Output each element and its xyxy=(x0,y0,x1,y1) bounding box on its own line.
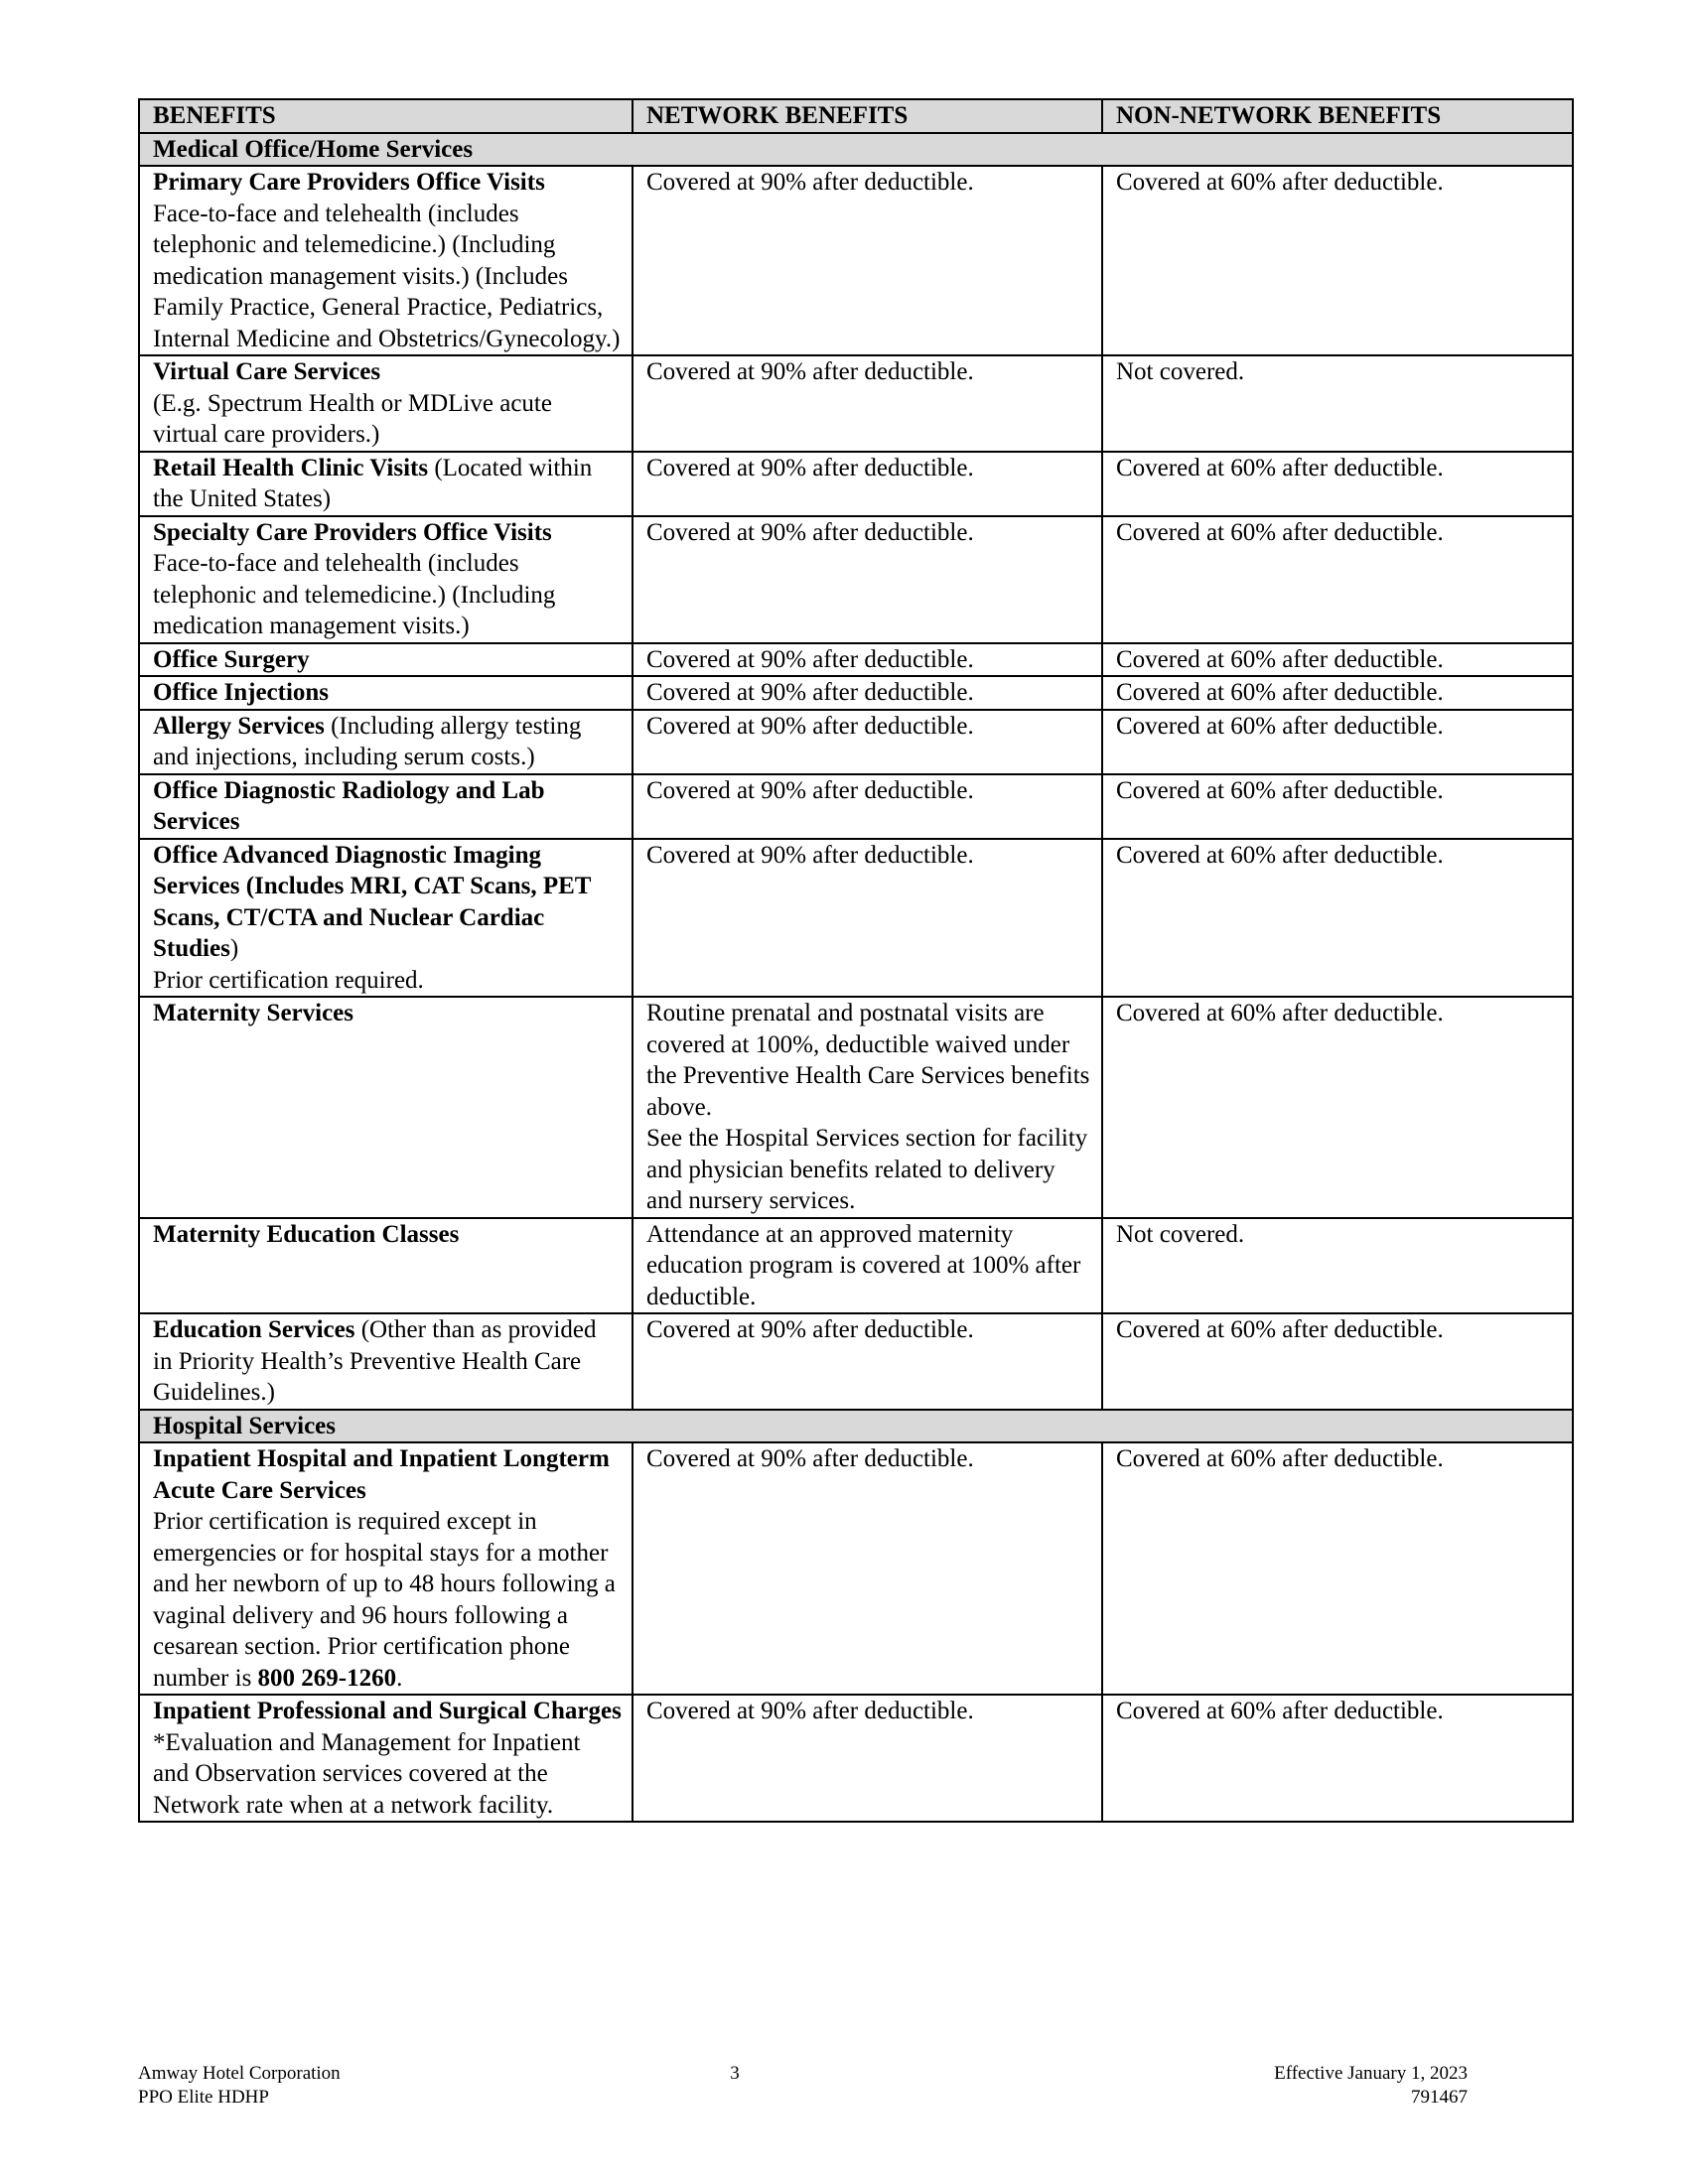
network-benefit: Covered at 90% after deductible. xyxy=(633,516,1102,643)
table-row xyxy=(139,774,1573,839)
benefit-cell xyxy=(139,1313,633,1410)
non-network-benefit: Covered at 60% after deductible. xyxy=(1102,1313,1573,1410)
section-row-hospital xyxy=(139,1410,1573,1443)
header-non-network-benefits: NON-NETWORK BENEFITS xyxy=(1102,99,1573,133)
non-network-benefit: Covered at 60% after deductible. xyxy=(1102,774,1573,839)
table-row xyxy=(139,643,1573,677)
benefit-name: Primary Care Providers Office Visits xyxy=(153,169,545,196)
non-network-benefit: Covered at 60% after deductible. xyxy=(1102,839,1573,998)
prior-cert-phone: 800 269-1260 xyxy=(257,1664,397,1692)
footer-right xyxy=(1274,2062,1468,2110)
non-network-benefit: Covered at 60% after deductible. xyxy=(1102,452,1573,516)
benefit-cell xyxy=(139,839,633,998)
network-benefit: Covered at 90% after deductible. xyxy=(633,1313,1102,1410)
benefit-name: Office Diagnostic Radiology and Lab Services xyxy=(153,776,545,835)
benefit-description: *Evaluation and Management for Inpatient and Observation services covered at the Network rate when at a network facility. xyxy=(153,1728,581,1819)
benefit-cell xyxy=(139,1442,633,1695)
benefit-description: Face-to-face and telehealth (includes telephonic and telemedicine.) (Including medication management visits.) (Includes Family Practice, General Practice, Pediatrics, Internal Medicine and Obstetrics/Gynecology.) xyxy=(153,200,621,352)
header-benefits: BENEFITS xyxy=(139,99,633,133)
non-network-benefit: Not covered. xyxy=(1102,355,1573,452)
benefit-cell xyxy=(139,676,633,710)
benefit-name: Inpatient Hospital and Inpatient Longterm Acute Care Services xyxy=(153,1445,610,1504)
section-title: Hospital Services xyxy=(139,1410,1573,1443)
page-number: 3 xyxy=(730,2063,740,2084)
non-network-benefit: Covered at 60% after deductible. xyxy=(1102,166,1573,355)
benefit-cell xyxy=(139,452,633,516)
footer-plan: PPO Elite HDHP xyxy=(138,2087,269,2108)
section-row-medical-office xyxy=(139,133,1573,167)
non-network-benefit: Covered at 60% after deductible. xyxy=(1102,1695,1573,1822)
benefit-cell xyxy=(139,166,633,355)
non-network-benefit: Covered at 60% after deductible. xyxy=(1102,516,1573,643)
network-benefit: Covered at 90% after deductible. xyxy=(633,643,1102,677)
table-row xyxy=(139,676,1573,710)
network-benefit: Routine prenatal and postnatal visits are covered at 100%, deductible waived under the Preventive Health Care Services benefits above. xyxy=(646,1000,1090,1121)
benefit-note: Prior certification required. xyxy=(153,966,424,994)
table-row xyxy=(139,452,1573,516)
table-row xyxy=(139,355,1573,452)
benefit-description: (Other than as provided in Priority Health’s Preventive Health Care Guidelines.) xyxy=(153,1316,597,1406)
header-network-benefits: NETWORK BENEFITS xyxy=(633,99,1102,133)
benefit-name: Maternity Education Classes xyxy=(153,1220,460,1248)
benefit-name: Virtual Care Services xyxy=(153,358,381,385)
benefit-description: (Including allergy testing and injections, including serum costs.) xyxy=(153,712,582,770)
network-benefit: Covered at 90% after deductible. xyxy=(633,1695,1102,1822)
benefit-description-end: . xyxy=(396,1664,403,1692)
benefit-cell xyxy=(139,774,633,839)
benefit-name: Specialty Care Providers Office Visits xyxy=(153,518,552,546)
table-row xyxy=(139,166,1573,355)
benefit-name: Maternity Services xyxy=(153,1000,354,1026)
benefits-table xyxy=(138,98,1574,1823)
benefit-name: Education Services xyxy=(153,1316,355,1343)
network-benefit: Covered at 90% after deductible. xyxy=(633,710,1102,774)
benefit-description: Face-to-face and telehealth (includes telephonic and telemedicine.) (Including medication management visits.) xyxy=(153,550,556,639)
non-network-benefit: Covered at 60% after deductible. xyxy=(1102,643,1573,677)
benefit-cell xyxy=(139,643,633,677)
network-benefit: Covered at 90% after deductible. xyxy=(633,355,1102,452)
table-row xyxy=(139,516,1573,643)
footer-group-number: 791467 xyxy=(1411,2087,1468,2108)
benefit-description: ) xyxy=(229,935,239,962)
benefit-name: Inpatient Professional and Surgical Charges xyxy=(153,1698,622,1724)
benefit-name: Office Advanced Diagnostic Imaging Services (Includes MRI, CAT Scans, PET Scans, CT/CTA and Nuclear Cardiac Studies xyxy=(153,841,592,962)
table-row xyxy=(139,710,1573,774)
table-row xyxy=(139,1695,1573,1822)
network-benefit: Covered at 90% after deductible. xyxy=(633,452,1102,516)
table-row xyxy=(139,1218,1573,1314)
network-benefit-note: See the Hospital Services section for facility and physician benefits related to delivery and nursery services. xyxy=(646,1125,1088,1214)
table-row xyxy=(139,997,1573,1218)
benefit-description: (Located within the United States) xyxy=(153,454,593,512)
benefit-cell xyxy=(139,1695,633,1822)
section-title: Medical Office/Home Services xyxy=(139,133,1573,167)
network-benefit: Covered at 90% after deductible. xyxy=(633,166,1102,355)
table-row xyxy=(139,1442,1573,1695)
network-benefit: Covered at 90% after deductible. xyxy=(633,676,1102,710)
benefit-cell xyxy=(139,997,633,1218)
benefit-name: Allergy Services xyxy=(153,712,325,740)
network-benefit: Covered at 90% after deductible. xyxy=(633,839,1102,998)
non-network-benefit: Covered at 60% after deductible. xyxy=(1102,997,1573,1218)
benefit-cell xyxy=(139,355,633,452)
benefit-name: Office Injections xyxy=(153,679,330,706)
non-network-benefit: Covered at 60% after deductible. xyxy=(1102,1442,1573,1695)
benefit-cell xyxy=(139,1218,633,1314)
table-header-row xyxy=(139,99,1573,133)
footer-company: Amway Hotel Corporation xyxy=(138,2063,341,2084)
benefit-description: Prior certification is required except in emergencies or for hospital stays for a mother and her newborn of up to 48 hours following a vaginal delivery and 96 hours following a cesarean section. Prior certification phone number is xyxy=(153,1508,616,1692)
non-network-benefit: Covered at 60% after deductible. xyxy=(1102,676,1573,710)
table-row xyxy=(139,839,1573,998)
benefit-name: Office Surgery xyxy=(153,645,310,673)
footer-left xyxy=(138,2062,341,2110)
network-benefit: Covered at 90% after deductible. xyxy=(633,1442,1102,1695)
table-row xyxy=(139,1313,1573,1410)
benefit-description: (E.g. Spectrum Health or MDLive acute virtual care providers.) xyxy=(153,389,552,448)
network-benefit: Covered at 90% after deductible. xyxy=(633,774,1102,839)
non-network-benefit: Covered at 60% after deductible. xyxy=(1102,710,1573,774)
benefit-name: Retail Health Clinic Visits xyxy=(153,454,429,481)
benefit-cell xyxy=(139,516,633,643)
network-benefit-cell xyxy=(633,997,1102,1218)
non-network-benefit: Not covered. xyxy=(1102,1218,1573,1314)
benefit-cell xyxy=(139,710,633,774)
footer-effective-date: Effective January 1, 2023 xyxy=(1274,2063,1468,2084)
network-benefit: Attendance at an approved maternity education program is covered at 100% after deductible. xyxy=(633,1218,1102,1314)
